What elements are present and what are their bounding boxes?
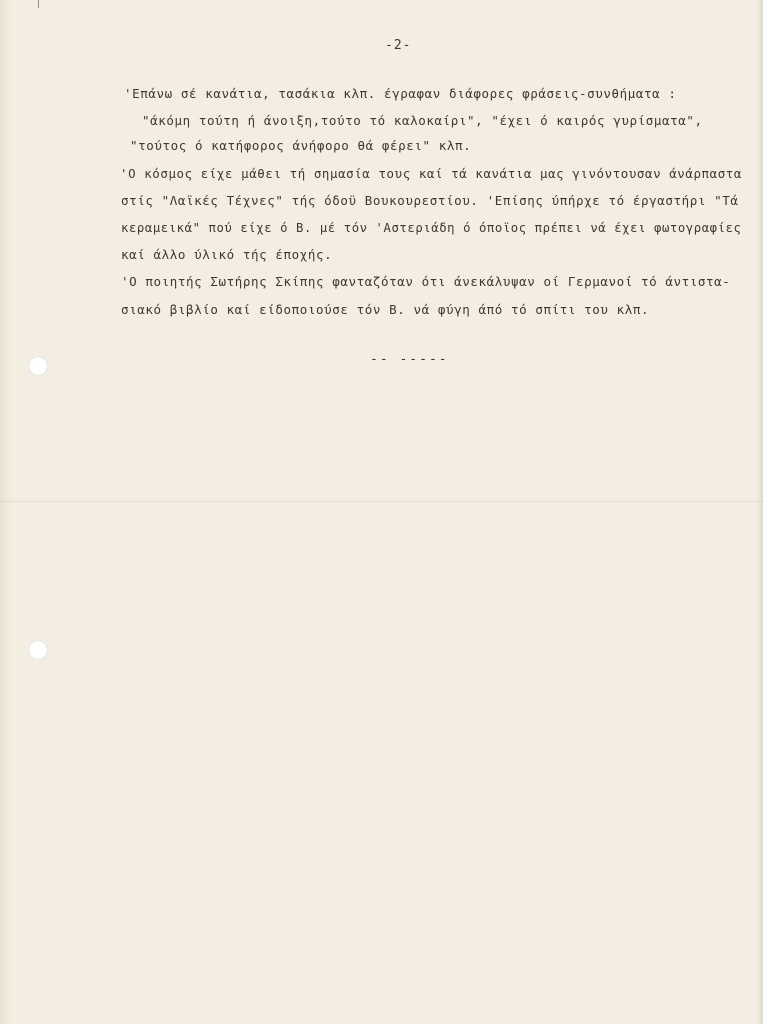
- text-line-5: στίς "Λαϊκές Τέχνες" τής όδοϋ Βουκουρεστίου. 'Επίσης ύπήρχε τό έργαστήρι "Τά: [121, 193, 739, 208]
- text-line-2: "άκόμη τούτη ή άνοιξη,τούτο τό καλοκαίρι", "έχει ό καιρός γυρίσματα",: [142, 113, 703, 128]
- page-number: -2-: [385, 38, 412, 53]
- top-tick-mark: [38, 0, 39, 8]
- punch-hole-lower: [28, 640, 48, 660]
- paper-right-edge: [757, 0, 763, 1024]
- punch-hole-upper: [28, 356, 48, 376]
- text-line-1: 'Επάνω σέ κανάτια, τασάκια κλπ. έγραφαν διάφορες φράσεις-συνθήματα :: [124, 86, 677, 101]
- text-line-6: κεραμεικά" πού είχε ό Β. μέ τόν 'Αστεριάδη ό όποϊος πρέπει νά έχει φωτογραφίες: [121, 220, 742, 235]
- paper-left-edge: [0, 0, 12, 1024]
- text-line-9: σιακό βιβλίο καί είδοποιούσε τόν Β. νά φύγη άπό τό σπίτι του κλπ.: [121, 302, 650, 317]
- text-line-3: "τούτος ό κατήφορος άνήφορο θά φέρει" κλπ.: [130, 138, 472, 153]
- text-line-7: καί άλλο ύλικό τής έποχής.: [121, 247, 333, 262]
- text-line-8: 'Ο ποιητής Σωτήρης Σκίπης φανταζόταν ότι άνεκάλυψαν οί Γερμανοί τό άντιστα-: [121, 274, 731, 289]
- paper-fold-crease: [0, 500, 763, 503]
- text-line-4: 'Ο κόσμος είχε μάθει τή σημασία τους καί τά κανάτια μας γινόντουσαν άνάρπαστα: [120, 166, 742, 181]
- end-separator: -- -----: [370, 352, 449, 367]
